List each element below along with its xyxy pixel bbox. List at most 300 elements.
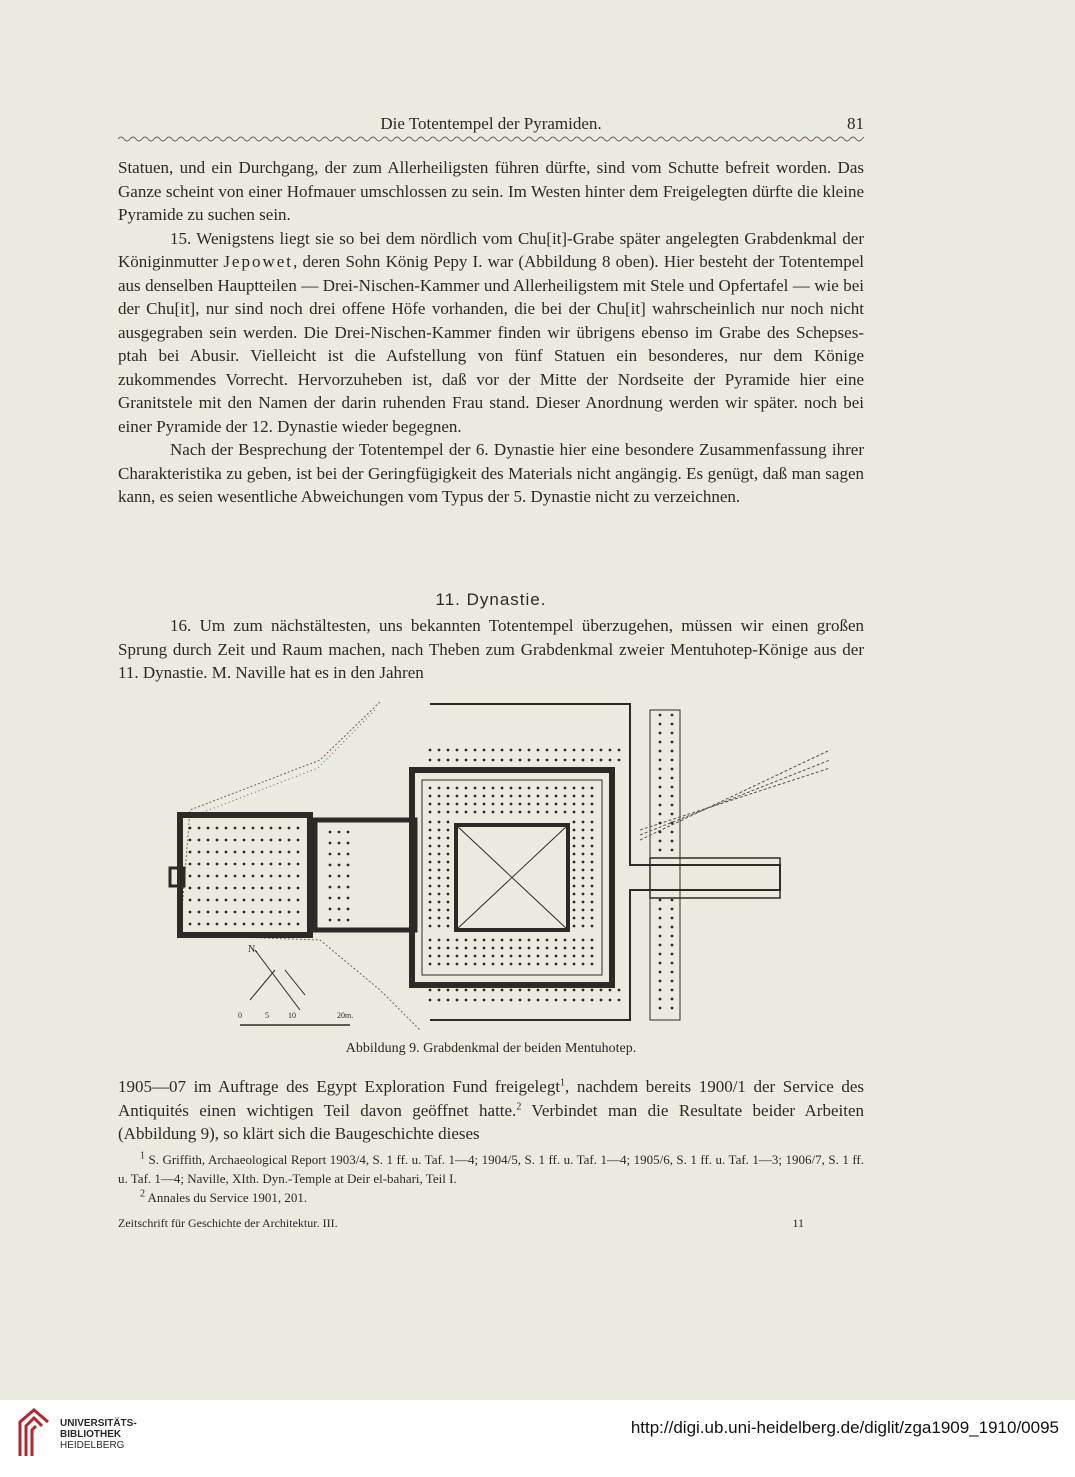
column-dot bbox=[429, 925, 432, 928]
column-dot bbox=[297, 839, 300, 842]
column-dot bbox=[225, 851, 228, 854]
column-dot bbox=[447, 893, 450, 896]
column-dot bbox=[261, 911, 264, 914]
column-dot bbox=[347, 875, 350, 878]
column-dot bbox=[600, 989, 603, 992]
column-dot bbox=[659, 962, 662, 965]
column-dot bbox=[234, 923, 237, 926]
column-dot bbox=[537, 749, 540, 752]
column-dot bbox=[429, 885, 432, 888]
column-dot bbox=[671, 926, 674, 929]
column-dot bbox=[438, 749, 441, 752]
column-dot bbox=[659, 980, 662, 983]
column-dot bbox=[510, 811, 513, 814]
column-dot bbox=[270, 827, 273, 830]
column-dot bbox=[555, 795, 558, 798]
column-dot bbox=[659, 1007, 662, 1010]
column-dot bbox=[537, 787, 540, 790]
column-dot bbox=[546, 795, 549, 798]
column-dot bbox=[591, 821, 594, 824]
column-dot bbox=[659, 750, 662, 753]
paragraph-summary: Nach der Besprechung der Totentempel der 6. Dynastie hier eine besondere Zusammenfassung ihrer Charakteristika zu geben, ist bei der Geringfügigkeit des Materials nicht angängig. Es genügt, daß man sagen kann, es seien wesentliche Abweichungen vom Typus der 5. Dynastie nicht zu verzeichnen. bbox=[118, 440, 864, 506]
column-dot bbox=[465, 989, 468, 992]
column-dot bbox=[288, 827, 291, 830]
paragraph-15-part-a: 15. Wenigstens liegt sie so bei dem nördlich vom Chu[it]-Grabe später angelegten Grabdenkmal der Königinmutter bbox=[118, 228, 864, 271]
column-dot bbox=[252, 851, 255, 854]
column-dot bbox=[270, 851, 273, 854]
column-dot bbox=[438, 787, 441, 790]
column-dot bbox=[501, 803, 504, 806]
column-dot bbox=[429, 917, 432, 920]
column-dot bbox=[465, 963, 468, 966]
paragraph-cont-b: , nachdem bereits 1900/1 der Service des Antiquités einen wichtigen Teil davon geöffnet hatte. bbox=[118, 1077, 864, 1120]
column-dot bbox=[492, 787, 495, 790]
column-dot bbox=[528, 803, 531, 806]
column-dot bbox=[207, 911, 210, 914]
column-dot bbox=[582, 877, 585, 880]
column-dot bbox=[519, 939, 522, 942]
column-dot bbox=[671, 723, 674, 726]
column-dot bbox=[189, 863, 192, 866]
column-dot bbox=[591, 909, 594, 912]
column-dot bbox=[582, 759, 585, 762]
column-dot bbox=[573, 999, 576, 1002]
column-dot bbox=[492, 811, 495, 814]
column-dot bbox=[528, 759, 531, 762]
column-dot bbox=[243, 899, 246, 902]
text-block-2 bbox=[118, 614, 864, 685]
column-dot bbox=[546, 999, 549, 1002]
column-dot bbox=[288, 887, 291, 890]
column-dot bbox=[582, 939, 585, 942]
column-dot bbox=[609, 999, 612, 1002]
column-dot bbox=[456, 999, 459, 1002]
column-dot bbox=[483, 955, 486, 958]
column-dot bbox=[207, 839, 210, 842]
column-dot bbox=[347, 853, 350, 856]
column-dot bbox=[483, 963, 486, 966]
column-dot bbox=[329, 864, 332, 867]
column-dot bbox=[261, 923, 264, 926]
column-dot bbox=[528, 939, 531, 942]
column-dot bbox=[555, 787, 558, 790]
footnote-ref-2[interactable]: 2 bbox=[516, 1100, 522, 1112]
column-dot bbox=[243, 887, 246, 890]
column-dot bbox=[438, 829, 441, 832]
column-dot bbox=[465, 803, 468, 806]
column-dot bbox=[279, 851, 282, 854]
column-dot bbox=[207, 923, 210, 926]
column-dot bbox=[438, 989, 441, 992]
column-dot bbox=[555, 759, 558, 762]
column-dot bbox=[270, 923, 273, 926]
column-dot bbox=[465, 811, 468, 814]
column-dot bbox=[288, 863, 291, 866]
column-dot bbox=[659, 908, 662, 911]
column-dot bbox=[329, 831, 332, 834]
column-dot bbox=[189, 851, 192, 854]
column-dot bbox=[582, 795, 585, 798]
column-dot bbox=[659, 971, 662, 974]
column-dot bbox=[338, 886, 341, 889]
column-dot bbox=[582, 803, 585, 806]
column-dot bbox=[582, 999, 585, 1002]
column-dot bbox=[546, 947, 549, 950]
column-dot bbox=[338, 919, 341, 922]
column-dot bbox=[555, 963, 558, 966]
column-dot bbox=[456, 759, 459, 762]
column-dot bbox=[447, 999, 450, 1002]
column-dot bbox=[537, 803, 540, 806]
column-dot bbox=[438, 795, 441, 798]
column-dot bbox=[659, 989, 662, 992]
column-dot bbox=[609, 749, 612, 752]
column-dot bbox=[207, 875, 210, 878]
column-dot bbox=[456, 963, 459, 966]
column-dot bbox=[429, 759, 432, 762]
column-dot bbox=[618, 989, 621, 992]
column-dot bbox=[555, 947, 558, 950]
footnote-1 bbox=[118, 1150, 864, 1188]
column-dot bbox=[438, 901, 441, 904]
column-dot bbox=[501, 999, 504, 1002]
column-dot bbox=[297, 923, 300, 926]
column-dot bbox=[474, 939, 477, 942]
column-dot bbox=[582, 947, 585, 950]
column-dot bbox=[270, 887, 273, 890]
column-dot bbox=[510, 759, 513, 762]
column-dot bbox=[582, 811, 585, 814]
column-dot bbox=[465, 939, 468, 942]
column-dot bbox=[564, 795, 567, 798]
column-dot bbox=[591, 963, 594, 966]
column-dot bbox=[671, 917, 674, 920]
name-jepowet: Jepowet bbox=[223, 252, 294, 271]
scale-label-5: 5 bbox=[265, 1011, 269, 1020]
column-dot bbox=[671, 908, 674, 911]
column-dot bbox=[429, 811, 432, 814]
column-dot bbox=[564, 989, 567, 992]
column-dot bbox=[546, 759, 549, 762]
column-dot bbox=[537, 759, 540, 762]
column-dot bbox=[564, 955, 567, 958]
column-dot bbox=[659, 732, 662, 735]
column-dot bbox=[591, 749, 594, 752]
column-dot bbox=[591, 787, 594, 790]
column-dot bbox=[234, 839, 237, 842]
column-dot bbox=[659, 786, 662, 789]
column-dot bbox=[537, 963, 540, 966]
paragraph-1: Statuen, und ein Durchgang, der zum Allerheiligsten führen dürfte, sind vom Schutte befreit worden. Das Ganze scheint von einer Hofmauer umschlossen zu sein. Im Westen hinter dem Freigelegten dürfte die kleine Pyramide zu suchen sein. bbox=[118, 158, 864, 224]
footnotes bbox=[118, 1150, 864, 1207]
column-dot bbox=[671, 831, 674, 834]
column-dot bbox=[189, 887, 192, 890]
column-dot bbox=[659, 926, 662, 929]
column-dot bbox=[347, 908, 350, 911]
column-dot bbox=[671, 732, 674, 735]
column-dot bbox=[270, 875, 273, 878]
column-dot bbox=[591, 885, 594, 888]
column-dot bbox=[225, 827, 228, 830]
column-dot bbox=[573, 803, 576, 806]
column-dot bbox=[447, 917, 450, 920]
column-dot bbox=[582, 837, 585, 840]
column-dot bbox=[225, 911, 228, 914]
column-dot bbox=[207, 863, 210, 866]
page-number: 81 bbox=[847, 114, 864, 133]
column-dot bbox=[429, 861, 432, 864]
column-dot bbox=[447, 811, 450, 814]
column-dot bbox=[338, 853, 341, 856]
column-dot bbox=[207, 827, 210, 830]
column-dot bbox=[447, 877, 450, 880]
column-dot bbox=[297, 899, 300, 902]
column-dot bbox=[564, 811, 567, 814]
column-dot bbox=[234, 851, 237, 854]
column-dot bbox=[456, 787, 459, 790]
column-dot bbox=[501, 811, 504, 814]
column-dot bbox=[573, 917, 576, 920]
column-dot bbox=[546, 963, 549, 966]
column-dot bbox=[347, 842, 350, 845]
column-dot bbox=[546, 939, 549, 942]
column-dot bbox=[438, 803, 441, 806]
paragraph-cont-c: Verbindet man die Resultate beider Arbeiten (Abbildung 9), so klärt sich die Baugeschichte dieses bbox=[118, 1100, 864, 1143]
footer-bar bbox=[0, 1400, 1075, 1477]
column-dot bbox=[483, 759, 486, 762]
column-dot bbox=[279, 911, 282, 914]
column-dot bbox=[528, 947, 531, 950]
west-courts bbox=[170, 815, 415, 935]
column-dot bbox=[510, 803, 513, 806]
column-dot bbox=[591, 917, 594, 920]
column-dot bbox=[474, 787, 477, 790]
column-dot bbox=[207, 887, 210, 890]
column-dot bbox=[243, 863, 246, 866]
column-dot bbox=[519, 759, 522, 762]
column-dot bbox=[528, 787, 531, 790]
running-title: Die Totentempel der Pyramiden. bbox=[380, 114, 602, 133]
column-dot bbox=[573, 869, 576, 872]
column-dot bbox=[252, 911, 255, 914]
column-dot bbox=[270, 863, 273, 866]
sheet-number: 11 bbox=[792, 1216, 804, 1230]
column-dot bbox=[347, 831, 350, 834]
column-dot bbox=[447, 925, 450, 928]
column-dot bbox=[671, 998, 674, 1001]
column-dot bbox=[546, 989, 549, 992]
column-dot bbox=[582, 963, 585, 966]
column-dot bbox=[474, 947, 477, 950]
column-dot bbox=[456, 989, 459, 992]
text-block-3 bbox=[118, 1075, 864, 1146]
column-dot bbox=[671, 953, 674, 956]
column-dot bbox=[600, 749, 603, 752]
column-dot bbox=[591, 947, 594, 950]
column-dot bbox=[582, 845, 585, 848]
column-dot bbox=[438, 963, 441, 966]
column-dot bbox=[261, 839, 264, 842]
column-dot bbox=[573, 925, 576, 928]
column-dot bbox=[492, 947, 495, 950]
column-dot bbox=[671, 1007, 674, 1010]
column-dot bbox=[671, 971, 674, 974]
column-dot bbox=[429, 829, 432, 832]
column-dot bbox=[582, 821, 585, 824]
column-dot bbox=[519, 811, 522, 814]
paragraph-continuation bbox=[118, 1075, 864, 1146]
column-dot bbox=[492, 759, 495, 762]
column-dot bbox=[447, 829, 450, 832]
column-dot bbox=[465, 999, 468, 1002]
figure-caption: Abbildung 9. Grabdenkmal der beiden Mentuhotep. bbox=[345, 1041, 637, 1056]
column-dot bbox=[591, 925, 594, 928]
column-dot bbox=[347, 919, 350, 922]
column-dot bbox=[537, 999, 540, 1002]
column-dot bbox=[659, 804, 662, 807]
column-dot bbox=[501, 759, 504, 762]
column-dot bbox=[671, 777, 674, 780]
column-dot bbox=[438, 877, 441, 880]
column-dot bbox=[671, 741, 674, 744]
column-dot bbox=[501, 939, 504, 942]
column-dot bbox=[492, 939, 495, 942]
column-dot bbox=[519, 999, 522, 1002]
column-dot bbox=[671, 944, 674, 947]
column-dot bbox=[465, 955, 468, 958]
column-dot bbox=[447, 749, 450, 752]
column-dot bbox=[456, 939, 459, 942]
footnote-ref-1[interactable]: 1 bbox=[560, 1077, 566, 1089]
column-dot bbox=[279, 827, 282, 830]
column-dot bbox=[564, 749, 567, 752]
column-dot bbox=[438, 837, 441, 840]
column-dot bbox=[492, 749, 495, 752]
column-dot bbox=[297, 863, 300, 866]
column-dot bbox=[671, 714, 674, 717]
column-dot bbox=[582, 861, 585, 864]
column-dot bbox=[198, 923, 201, 926]
footnote-1-text: S. Griffith, Archaeological Report 1903/4, S. 1 ff. u. Taf. 1—4; 1904/5, S. 1 ff. u. Taf. 1—4; 1905/6, S. 1 ff. u. Taf. 1—3; 1906/7, S. 1 ff. u. Taf. 1—4; Naville, XIth. Dyn.-Temple at Deir el-bahari, Teil I. bbox=[118, 1152, 864, 1186]
column-dot bbox=[261, 899, 264, 902]
column-dot bbox=[243, 827, 246, 830]
column-dot bbox=[582, 925, 585, 928]
column-dot bbox=[261, 887, 264, 890]
column-dot bbox=[591, 861, 594, 864]
column-dot bbox=[564, 939, 567, 942]
column-dot bbox=[329, 897, 332, 900]
column-dot bbox=[429, 853, 432, 856]
column-dot bbox=[279, 899, 282, 902]
column-dot bbox=[573, 787, 576, 790]
column-dot bbox=[429, 939, 432, 942]
column-dot bbox=[429, 999, 432, 1002]
column-dot bbox=[429, 749, 432, 752]
source-url-link[interactable]: http://digi.ub.uni-heidelberg.de/diglit/zga1909_1910/0095 bbox=[630, 1418, 1059, 1437]
column-dot bbox=[564, 803, 567, 806]
column-dot bbox=[537, 955, 540, 958]
column-dot bbox=[347, 864, 350, 867]
column-dot bbox=[528, 999, 531, 1002]
column-dot bbox=[492, 803, 495, 806]
column-dot bbox=[582, 885, 585, 888]
column-dot bbox=[671, 786, 674, 789]
library-line-3: HEIDELBERG bbox=[60, 1440, 125, 1451]
column-dot bbox=[573, 947, 576, 950]
column-dot bbox=[465, 947, 468, 950]
column-dot bbox=[483, 795, 486, 798]
column-dot bbox=[671, 962, 674, 965]
column-dot bbox=[573, 885, 576, 888]
column-dot bbox=[198, 863, 201, 866]
column-dot bbox=[483, 989, 486, 992]
column-dot bbox=[546, 787, 549, 790]
column-dot bbox=[216, 911, 219, 914]
column-dot bbox=[329, 919, 332, 922]
column-dot bbox=[474, 759, 477, 762]
column-dot bbox=[501, 955, 504, 958]
column-dot bbox=[671, 989, 674, 992]
column-dot bbox=[447, 861, 450, 864]
column-dot bbox=[573, 759, 576, 762]
column-dot bbox=[447, 787, 450, 790]
column-dot bbox=[225, 863, 228, 866]
wavy-rule bbox=[118, 135, 864, 143]
footnote-2-mark: 2 bbox=[140, 1188, 145, 1200]
column-dot bbox=[429, 837, 432, 840]
column-dot bbox=[492, 999, 495, 1002]
column-dot bbox=[234, 875, 237, 878]
column-dot bbox=[216, 887, 219, 890]
column-dot bbox=[591, 795, 594, 798]
north-arrow bbox=[250, 950, 305, 1010]
column-dot bbox=[338, 897, 341, 900]
column-dot bbox=[438, 821, 441, 824]
column-dot bbox=[225, 887, 228, 890]
column-dot bbox=[591, 893, 594, 896]
column-dot bbox=[456, 947, 459, 950]
column-dot bbox=[510, 749, 513, 752]
column-dot bbox=[564, 787, 567, 790]
column-dot bbox=[447, 803, 450, 806]
column-dot bbox=[456, 803, 459, 806]
column-dot bbox=[261, 827, 264, 830]
column-dot bbox=[618, 999, 621, 1002]
column-dot bbox=[528, 989, 531, 992]
column-dot bbox=[429, 803, 432, 806]
column-dot bbox=[474, 955, 477, 958]
column-dot bbox=[546, 811, 549, 814]
column-dot bbox=[609, 759, 612, 762]
column-dot bbox=[671, 822, 674, 825]
scale-label-0: 0 bbox=[238, 1011, 242, 1020]
column-dot bbox=[659, 714, 662, 717]
column-dot bbox=[297, 851, 300, 854]
column-dot bbox=[591, 901, 594, 904]
scale-label-10: 10 bbox=[288, 1011, 296, 1020]
column-dot bbox=[447, 939, 450, 942]
column-dot bbox=[234, 827, 237, 830]
column-dot bbox=[189, 923, 192, 926]
column-dot bbox=[519, 795, 522, 798]
column-dot bbox=[438, 885, 441, 888]
column-dot bbox=[537, 939, 540, 942]
column-dot bbox=[338, 831, 341, 834]
column-dot bbox=[573, 963, 576, 966]
column-dot bbox=[438, 999, 441, 1002]
column-dot bbox=[659, 840, 662, 843]
column-dot bbox=[429, 989, 432, 992]
